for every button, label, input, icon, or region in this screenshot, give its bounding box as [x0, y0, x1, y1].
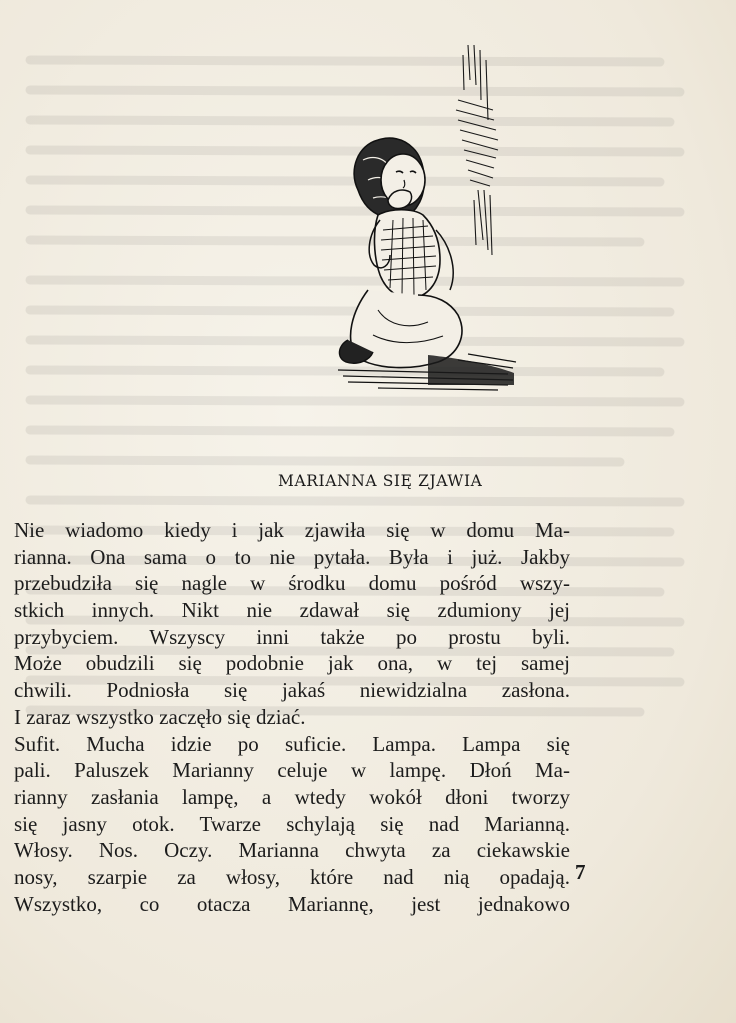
- text-line: Sufit. Mucha idzie po suficie. Lampa. Lampa się: [14, 731, 570, 756]
- text-line: Nie wiadomo kiedy i jak zjawiła się w domu Ma-: [14, 518, 570, 542]
- text-line: rianna. Ona sama o to nie pytała. Była i już. Jakby: [14, 544, 570, 569]
- text-line: nosy, szarpie za włosy, które nad nią opadają.: [14, 864, 570, 889]
- text-line: przebudziła się nagle w środku domu pośród wszy-: [14, 571, 570, 596]
- girl-sitting-illustration: [318, 40, 518, 395]
- text-line: Wszystko, co otacza Mariannę, jest jednakowo: [14, 891, 570, 916]
- text-line: przybyciem. Wszyscy inni także po prostu byli.: [14, 624, 570, 649]
- body-text: [14, 517, 570, 917]
- text-line: się jasny otok. Twarze schylają się nad Marianną.: [14, 811, 570, 836]
- text-line: Może obudzili się podobnie jak ona, w tej samej: [14, 651, 570, 676]
- text-line: rianny zasłania lampę, a wtedy wokół dłoni tworzy: [14, 784, 570, 809]
- chapter-title: MARIANNA SIĘ ZJAWIA: [278, 472, 483, 490]
- page-number: 7: [575, 860, 586, 884]
- text-line: pali. Paluszek Marianny celuje w lampę. Dłoń Ma-: [14, 758, 570, 783]
- text-line: Włosy. Nos. Oczy. Marianna chwyta za ciekawskie: [14, 838, 570, 863]
- text-line: stkich innych. Nikt nie zdawał się zdumiony jej: [14, 598, 570, 623]
- text-line: I zaraz wszystko zaczęło się dziać.: [14, 704, 306, 729]
- text-line: chwili. Podniosła się jakaś niewidzialna zasłona.: [14, 678, 570, 703]
